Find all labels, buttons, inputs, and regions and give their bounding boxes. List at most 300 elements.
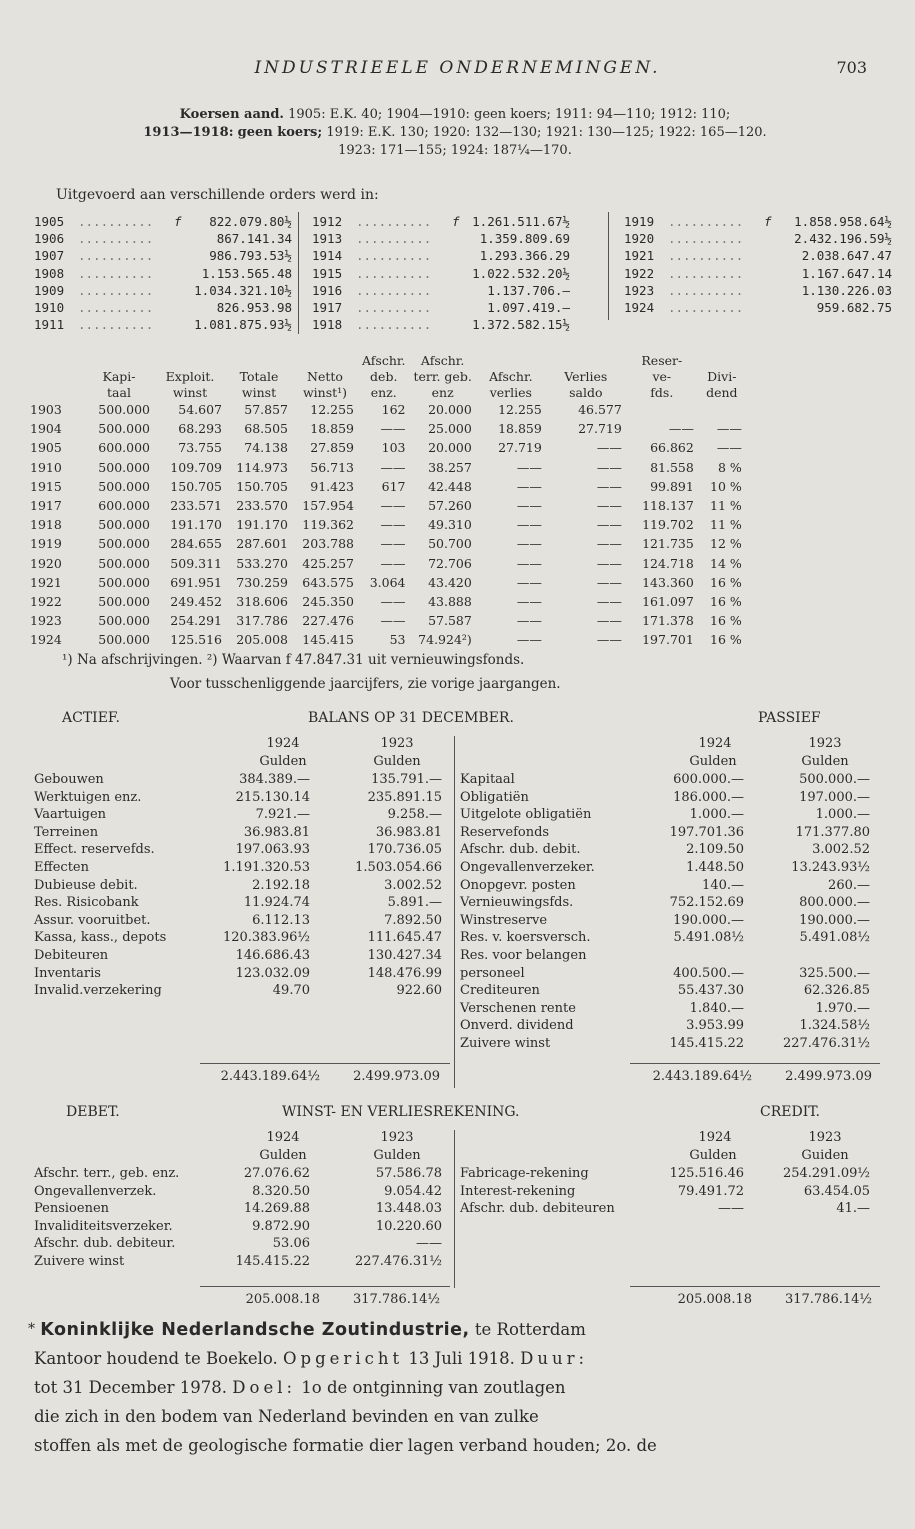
order-dots: .......... bbox=[356, 300, 432, 315]
ledger-total: 2.443.189.64½ bbox=[220, 1069, 320, 1084]
stats-cell: 500.000 bbox=[98, 632, 150, 648]
order-amount: 826.953.98 bbox=[216, 300, 292, 315]
stats-cell: —— bbox=[516, 613, 542, 629]
stats-cell: 16 % bbox=[710, 613, 742, 629]
stats-cell: —— bbox=[516, 555, 542, 571]
ledger-value: 125.516.46 bbox=[669, 1166, 744, 1181]
stats-cell: 3.064 bbox=[369, 574, 406, 590]
order-dots: .......... bbox=[356, 282, 432, 298]
company-office: Kantoor houdend te Boekelo. bbox=[34, 1349, 278, 1368]
stats-cell: —— bbox=[380, 555, 406, 571]
stats-row bbox=[26, 458, 746, 477]
ledger-value: 36.983.81 bbox=[375, 824, 442, 840]
order-year: 1914 bbox=[312, 248, 343, 264]
order-year: 1913 bbox=[312, 231, 343, 247]
ledger-value: 1.000.— bbox=[689, 807, 744, 823]
order-dots: .......... bbox=[78, 248, 154, 264]
stats-table bbox=[26, 352, 746, 649]
stats-cell: 500.000 bbox=[98, 517, 150, 533]
stats-cell: 500.000 bbox=[98, 574, 150, 590]
stats-year: 1919 bbox=[30, 536, 62, 552]
stats-header-cell bbox=[26, 368, 84, 384]
stats-header-row bbox=[26, 352, 746, 368]
balans-left-head: ACTIEF. bbox=[62, 710, 120, 726]
order-amount: 1.359.809.69 bbox=[479, 231, 570, 247]
order-year: 1911 bbox=[34, 317, 65, 333]
ledger-label: Kapitaal bbox=[460, 772, 515, 787]
ledger-value: 27.076.62 bbox=[243, 1166, 310, 1181]
stats-cell: 57.587 bbox=[428, 613, 472, 629]
order-dots: .......... bbox=[356, 265, 432, 281]
ledger-value: 55.437.30 bbox=[677, 983, 744, 999]
ledger-label: Uitgelote obligatiën bbox=[460, 807, 592, 823]
ledger-value: 752.152.69 bbox=[669, 895, 744, 911]
stats-cell: 730.259 bbox=[236, 574, 288, 590]
stats-header-row bbox=[26, 384, 746, 400]
company-duur-label: Duur: bbox=[520, 1349, 589, 1368]
ledger-total: 2.443.189.64½ bbox=[652, 1069, 752, 1084]
ledger-label: Res. Risicobank bbox=[34, 895, 139, 911]
stats-cell: 500.000 bbox=[98, 459, 150, 475]
order-year: 1923 bbox=[624, 282, 655, 298]
ledger-value: 170.736.05 bbox=[367, 842, 442, 858]
stats-cell: 249.452 bbox=[170, 593, 222, 609]
stats-header-row bbox=[26, 368, 746, 384]
stats-cell: 11 % bbox=[710, 498, 742, 514]
ledger-value: 325.500.— bbox=[799, 965, 870, 981]
koersen-block bbox=[30, 106, 880, 160]
stats-cell: 245.350 bbox=[302, 593, 354, 609]
stats-cell: —— bbox=[596, 574, 622, 590]
stats-cell: 16 % bbox=[710, 574, 742, 590]
stats-year: 1903 bbox=[30, 402, 62, 418]
stats-header-cell: winst¹) bbox=[302, 384, 348, 400]
stats-row bbox=[26, 496, 746, 515]
stats-cell: 56.713 bbox=[310, 459, 354, 475]
stats-cell: 18.859 bbox=[498, 421, 542, 437]
stats-cell: —— bbox=[596, 478, 622, 494]
stats-cell: 73.755 bbox=[178, 440, 222, 456]
order-dots: .......... bbox=[668, 300, 744, 315]
ledger-value: 227.476.31½ bbox=[782, 1036, 870, 1051]
stats-cell: 27.719 bbox=[578, 421, 622, 437]
ledger-label: Debiteuren bbox=[34, 948, 109, 963]
ledger-value: 79.491.72 bbox=[677, 1183, 744, 1199]
stats-header-cell: Verlies bbox=[564, 368, 608, 384]
stats-cell: 42.448 bbox=[428, 478, 472, 494]
stats-cell: —— bbox=[516, 498, 542, 514]
stats-cell bbox=[626, 400, 698, 419]
ledger-label: Reservefonds bbox=[460, 824, 550, 840]
stats-header-cell bbox=[226, 352, 292, 368]
stats-header-cell: taal bbox=[107, 384, 131, 400]
ledger-value: 3.953.99 bbox=[686, 1018, 744, 1034]
order-year: 1917 bbox=[312, 300, 343, 315]
stats-row bbox=[26, 515, 746, 534]
stats-cell: 197.701 bbox=[642, 632, 694, 648]
ledger-value: 130.427.34 bbox=[367, 948, 442, 963]
ledger-label: Effect. reservefds. bbox=[34, 842, 155, 858]
year-label: 1924 bbox=[266, 1130, 300, 1145]
koersen-line1: 1905: E.K. 40; 1904—1910: geen koers; 1911: 94—110; 1912: 110; bbox=[288, 107, 731, 122]
ledger-value: 190.000.— bbox=[799, 912, 870, 928]
ledger-value: 13.448.03 bbox=[375, 1201, 442, 1217]
order-dots: .......... bbox=[668, 265, 744, 281]
stats-cell: 81.558 bbox=[650, 459, 694, 475]
stats-year: 1910 bbox=[30, 459, 62, 475]
stats-cell: 600.000 bbox=[98, 498, 150, 514]
order-year: 1919 bbox=[624, 214, 655, 229]
winst-right-head: CREDIT. bbox=[760, 1104, 820, 1120]
stats-header-cell: enz bbox=[431, 384, 454, 400]
ledger-label: Zuivere winst bbox=[34, 1254, 125, 1269]
ledger-value: 57.586.78 bbox=[375, 1166, 442, 1181]
ledger-label: Afschr. dub. debiteur. bbox=[34, 1236, 176, 1252]
ledger-value: 63.454.05 bbox=[803, 1183, 870, 1199]
ledger-value: 8.320.50 bbox=[252, 1183, 310, 1199]
ledger-label: Onopgevr. posten bbox=[460, 877, 576, 893]
ledger-label: Vaartuigen bbox=[34, 807, 107, 823]
order-amount: 822.079.80½ bbox=[209, 214, 292, 229]
ledger-value: 384.389.— bbox=[239, 772, 310, 787]
stats-cell: 54.607 bbox=[178, 402, 222, 418]
company-opgericht-date: 13 Juli 1918. bbox=[408, 1349, 515, 1368]
order-year: 1922 bbox=[624, 265, 655, 281]
ledger-value: 400.500.— bbox=[673, 965, 744, 981]
stats-cell: 53 bbox=[389, 632, 406, 648]
stats-cell: 191.170 bbox=[170, 517, 222, 533]
ledger-label: Afschr. dub. debiteuren bbox=[460, 1201, 615, 1217]
stats-cell: —— bbox=[516, 478, 542, 494]
stats-cell: 191.170 bbox=[236, 517, 288, 533]
stats-cell: —— bbox=[596, 498, 622, 514]
stats-cell: 50.700 bbox=[428, 536, 472, 552]
stats-cell: 205.008 bbox=[236, 632, 288, 648]
ledger-value: 5.491.08½ bbox=[799, 930, 870, 946]
ledger-value: 62.326.85 bbox=[803, 983, 870, 999]
stats-header-cell: Afschr. bbox=[420, 352, 465, 368]
stats-header-cell bbox=[26, 352, 84, 368]
year-label: 1924 bbox=[698, 1130, 732, 1145]
stats-cell: 38.257 bbox=[428, 459, 472, 475]
order-year: 1906 bbox=[34, 231, 65, 247]
order-amount: 1.372.582.15½ bbox=[472, 317, 570, 333]
total-rule bbox=[200, 1286, 450, 1287]
stats-header-cell: Divi- bbox=[707, 368, 737, 384]
stats-cell: —— bbox=[380, 498, 406, 514]
stats-cell: —— bbox=[596, 517, 622, 533]
stats-cell: 643.575 bbox=[302, 574, 354, 590]
ledger-value: 13.243.93½ bbox=[791, 860, 870, 875]
stats-header-cell: terr. geb. bbox=[413, 368, 472, 384]
stats-cell: 162 bbox=[381, 402, 406, 418]
company-line-3 bbox=[34, 1374, 566, 1401]
stats-cell: —— bbox=[716, 421, 742, 437]
stats-cell: 103 bbox=[381, 440, 406, 456]
order-currency: f bbox=[174, 214, 182, 229]
ledger-value: 6.112.13 bbox=[252, 912, 310, 928]
stats-cell: 500.000 bbox=[98, 593, 150, 609]
stats-cell: 72.706 bbox=[428, 555, 472, 571]
company-line-2 bbox=[34, 1345, 588, 1372]
stats-row bbox=[26, 419, 746, 438]
ledger-label: Dubieuse debit. bbox=[34, 877, 138, 893]
stats-row bbox=[26, 554, 746, 573]
stats-cell: 500.000 bbox=[98, 478, 150, 494]
stats-cell: 500.000 bbox=[98, 613, 150, 629]
balans-right-head: PASSIEF bbox=[758, 710, 821, 726]
winst-title: WINST- EN VERLIESREKENING. bbox=[282, 1104, 520, 1120]
stats-cell: 121.735 bbox=[642, 536, 694, 552]
ledger-total: 317.786.14½ bbox=[784, 1292, 872, 1307]
ledger-value: 9.872.90 bbox=[252, 1218, 310, 1234]
stats-cell: 233.571 bbox=[170, 498, 222, 514]
stats-cell: 284.655 bbox=[170, 536, 222, 552]
orders-divider bbox=[608, 212, 609, 320]
ledger-value: 36.983.81 bbox=[243, 824, 310, 840]
ledger-value: 197.000.— bbox=[799, 789, 870, 805]
stats-cell: 691.951 bbox=[170, 574, 222, 590]
stats-cell: 119.362 bbox=[302, 517, 354, 533]
stats-header-cell: winst bbox=[241, 384, 277, 400]
stats-header-cell bbox=[698, 352, 746, 368]
stats-cell: 66.862 bbox=[650, 440, 694, 456]
ledger-label: Zuivere winst bbox=[460, 1036, 551, 1051]
stats-header-cell: deb. bbox=[370, 368, 398, 384]
unit-label: Gulden bbox=[801, 754, 849, 769]
stats-cell: 114.973 bbox=[236, 459, 288, 475]
stats-cell: 500.000 bbox=[98, 421, 150, 437]
stats-cell: —— bbox=[380, 421, 406, 437]
order-amount: 2.038.647.47 bbox=[801, 248, 892, 264]
ledger-value: 14.269.88 bbox=[243, 1201, 310, 1217]
ledger-label: Terreinen bbox=[34, 824, 99, 840]
ledger-value: 171.377.80 bbox=[795, 824, 870, 840]
stats-cell: 125.516 bbox=[170, 632, 222, 648]
order-amount: 1.858.958.64½ bbox=[794, 214, 892, 229]
company-line-1: * Koninklijke Nederlandsche Zoutindustrie, te Rotterdam bbox=[28, 1320, 586, 1340]
ledger-total: 2.499.973.09 bbox=[353, 1069, 440, 1084]
ledger-label: Afschr. dub. debit. bbox=[460, 842, 581, 858]
ledger-value: 1.970.— bbox=[815, 1000, 870, 1016]
ledger-label: Effecten bbox=[34, 860, 89, 875]
stats-header-cell: Reser- bbox=[641, 352, 683, 368]
koersen-line2-b: geen koers; bbox=[237, 125, 323, 140]
ledger-total: 317.786.14½ bbox=[352, 1292, 440, 1307]
stats-cell: —— bbox=[596, 440, 622, 456]
ledger-label: Invalid.verzekering bbox=[34, 983, 162, 999]
stats-cell: 254.291 bbox=[170, 613, 222, 629]
ledger-value: 197.063.93 bbox=[235, 842, 310, 858]
ledger-value: 135.791.— bbox=[371, 772, 442, 787]
stats-cell: 10 % bbox=[710, 478, 742, 494]
order-dots: .......... bbox=[668, 214, 744, 229]
stats-header-cell bbox=[546, 352, 626, 368]
ledger-label: Gebouwen bbox=[34, 772, 104, 787]
stats-row bbox=[26, 573, 746, 592]
company-line-5: stoffen als met de geologische formatie dier lagen verband houden; 2o. de bbox=[34, 1436, 657, 1455]
order-dots: .......... bbox=[668, 231, 744, 247]
stats-cell: 20.000 bbox=[428, 440, 472, 456]
ledger-total: 205.008.18 bbox=[245, 1292, 320, 1307]
stats-row bbox=[26, 611, 746, 630]
order-year: 1920 bbox=[624, 231, 655, 247]
ledger-value: 2.192.18 bbox=[252, 877, 310, 893]
order-year: 1918 bbox=[312, 317, 343, 333]
stats-header-cell bbox=[476, 352, 546, 368]
ledger-value: 600.000.— bbox=[673, 772, 744, 787]
order-year: 1907 bbox=[34, 248, 65, 264]
order-amount: 2.432.196.59½ bbox=[794, 231, 892, 247]
stats-row bbox=[26, 592, 746, 611]
ledger-value: 145.415.22 bbox=[669, 1036, 744, 1051]
ledger-value: 254.291.09½ bbox=[782, 1166, 870, 1181]
stats-cell: 68.293 bbox=[178, 421, 222, 437]
unit-label: Gulden bbox=[259, 1148, 307, 1163]
order-amount: 1.081.875.93½ bbox=[194, 317, 292, 333]
ledger-label: Obligatiën bbox=[460, 789, 529, 805]
stats-cell: 16 % bbox=[710, 632, 742, 648]
ledger-label: Pensioenen bbox=[34, 1201, 110, 1217]
order-year: 1910 bbox=[34, 300, 65, 315]
stats-year: 1922 bbox=[30, 593, 62, 609]
ledger-label: Res. v. koersversch. bbox=[460, 930, 591, 946]
ledger-value: 3.002.52 bbox=[384, 877, 442, 893]
stats-cell: 500.000 bbox=[98, 536, 150, 552]
stats-cell: 57.260 bbox=[428, 498, 472, 514]
order-amount: 1.137.706.— bbox=[487, 282, 570, 298]
order-amount: 986.793.53½ bbox=[209, 248, 292, 264]
year-label: 1923 bbox=[808, 1130, 842, 1145]
stats-cell: —— bbox=[596, 536, 622, 552]
stats-footnote: ¹) Na afschrijvingen. ²) Waarvan f 47.847.31 uit vernieuwingsfonds. bbox=[62, 652, 525, 668]
koersen-line2: 1919: E.K. 130; 1920: 132—130; 1921: 130—125; 1922: 165—120. bbox=[326, 125, 767, 140]
stats-header-cell: Netto bbox=[307, 368, 343, 384]
ledger-value: 11.924.74 bbox=[243, 895, 310, 911]
stats-cell: 600.000 bbox=[98, 440, 150, 456]
company-line-4: die zich in den bodem van Nederland bevinden en van zulke bbox=[34, 1407, 539, 1426]
stats-cell: —— bbox=[668, 421, 694, 437]
order-year: 1924 bbox=[624, 300, 655, 315]
ledger-value: 148.476.99 bbox=[367, 965, 442, 981]
ledger-label: Onverd. dividend bbox=[460, 1018, 574, 1034]
stats-year: 1918 bbox=[30, 517, 62, 533]
unit-label: Gulden bbox=[259, 754, 307, 769]
stats-header-cell: Afschr. bbox=[362, 352, 406, 368]
year-label: 1924 bbox=[266, 736, 300, 751]
ledger-value: 235.891.15 bbox=[367, 789, 442, 805]
ledger-label: Ongevallenverzek. bbox=[34, 1183, 157, 1199]
ledger-value: 7.921.— bbox=[255, 807, 310, 823]
order-dots: .......... bbox=[668, 248, 744, 264]
ledger-label: Werktuigen enz. bbox=[34, 789, 142, 805]
stats-cell: —— bbox=[596, 613, 622, 629]
stats-cell: 124.718 bbox=[642, 555, 694, 571]
ledger-value: 5.491.08½ bbox=[673, 930, 744, 946]
stats-cell: 91.423 bbox=[310, 478, 354, 494]
order-dots: .......... bbox=[78, 231, 154, 247]
ledger-value: 1.448.50 bbox=[686, 860, 744, 875]
ledger-label: Winstreserve bbox=[460, 912, 548, 928]
stats-cell: 533.270 bbox=[236, 555, 288, 571]
stats-cell: 617 bbox=[381, 478, 406, 494]
ledger-value: 5.891.— bbox=[387, 895, 442, 911]
ledger-label: Ongevallenverzeker. bbox=[460, 860, 595, 875]
stats-header-cell: winst bbox=[172, 384, 208, 400]
stats-cell: 27.719 bbox=[498, 440, 542, 456]
total-rule bbox=[200, 1063, 450, 1064]
total-rule bbox=[630, 1063, 880, 1064]
ledger-value: 190.000.— bbox=[673, 912, 744, 928]
order-year: 1915 bbox=[312, 265, 343, 281]
stats-cell: —— bbox=[380, 536, 406, 552]
order-amount: 1.167.647.14 bbox=[801, 265, 892, 281]
stats-cell: 500.000 bbox=[98, 402, 150, 418]
order-amount: 867.141.34 bbox=[216, 231, 292, 247]
ledger-value: 800.000.— bbox=[799, 895, 870, 911]
company-duur-text: tot 31 December 1978. bbox=[34, 1378, 228, 1397]
ledger-value: 53.06 bbox=[272, 1236, 310, 1252]
stats-cell: 16 % bbox=[710, 593, 742, 609]
stats-header-cell: enz. bbox=[370, 384, 397, 400]
unit-label: Gulden bbox=[689, 754, 737, 769]
order-dots: .......... bbox=[78, 282, 154, 298]
ledger-value: 145.415.22 bbox=[235, 1254, 310, 1269]
stats-row bbox=[26, 400, 746, 419]
stats-cell: —— bbox=[716, 440, 742, 456]
ledger-value: 49.70 bbox=[272, 983, 310, 999]
stats-row bbox=[26, 438, 746, 457]
year-label: 1923 bbox=[808, 736, 842, 751]
ledger-value: 260.— bbox=[828, 877, 870, 893]
ledger-value: 7.892.50 bbox=[384, 912, 442, 928]
ledger-value: 227.476.31½ bbox=[354, 1254, 442, 1269]
ledger-value: 146.686.43 bbox=[235, 948, 310, 963]
stats-cell: 509.311 bbox=[170, 555, 222, 571]
stats-cell: —— bbox=[380, 459, 406, 475]
ledger-label: Res. voor belangen bbox=[460, 948, 587, 963]
stats-header-cell: Afschr. bbox=[489, 368, 533, 384]
ledger-value: 1.503.054.66 bbox=[355, 860, 442, 875]
running-title: INDUSTRIEELE ONDERNEMINGEN. bbox=[254, 58, 661, 78]
stats-cell: —— bbox=[516, 632, 542, 648]
ledger-label: Kassa, kass., depots bbox=[34, 930, 167, 946]
order-amount: 1.293.366.29 bbox=[479, 248, 570, 264]
stats-cell: —— bbox=[380, 613, 406, 629]
stats-cell: 318.606 bbox=[236, 593, 288, 609]
company-city: te Rotterdam bbox=[474, 1320, 586, 1339]
stats-cell: 161.097 bbox=[642, 593, 694, 609]
stats-year: 1924 bbox=[30, 632, 62, 648]
order-dots: .......... bbox=[356, 231, 432, 247]
order-year: 1912 bbox=[312, 214, 343, 229]
stats-header-cell: Totale bbox=[239, 368, 279, 384]
ledger-label: Crediteuren bbox=[460, 983, 540, 999]
stats-cell: 11 % bbox=[710, 517, 742, 533]
unit-label: Gulden bbox=[373, 754, 421, 769]
ledger-value: 1.191.320.53 bbox=[223, 860, 310, 875]
stats-row bbox=[26, 534, 746, 553]
order-dots: .......... bbox=[356, 214, 432, 229]
ledger-label: Invaliditeitsverzeker. bbox=[34, 1218, 173, 1234]
company-doel-label: Doel: bbox=[232, 1378, 297, 1397]
ledger-label: Inventaris bbox=[34, 965, 101, 981]
stats-header-cell bbox=[292, 352, 358, 368]
ledger-label: Fabricage-rekening bbox=[460, 1166, 589, 1181]
stats-cell: 49.310 bbox=[428, 517, 472, 533]
ledger-value: 1.324.58½ bbox=[799, 1018, 870, 1034]
stats-row bbox=[26, 630, 746, 649]
